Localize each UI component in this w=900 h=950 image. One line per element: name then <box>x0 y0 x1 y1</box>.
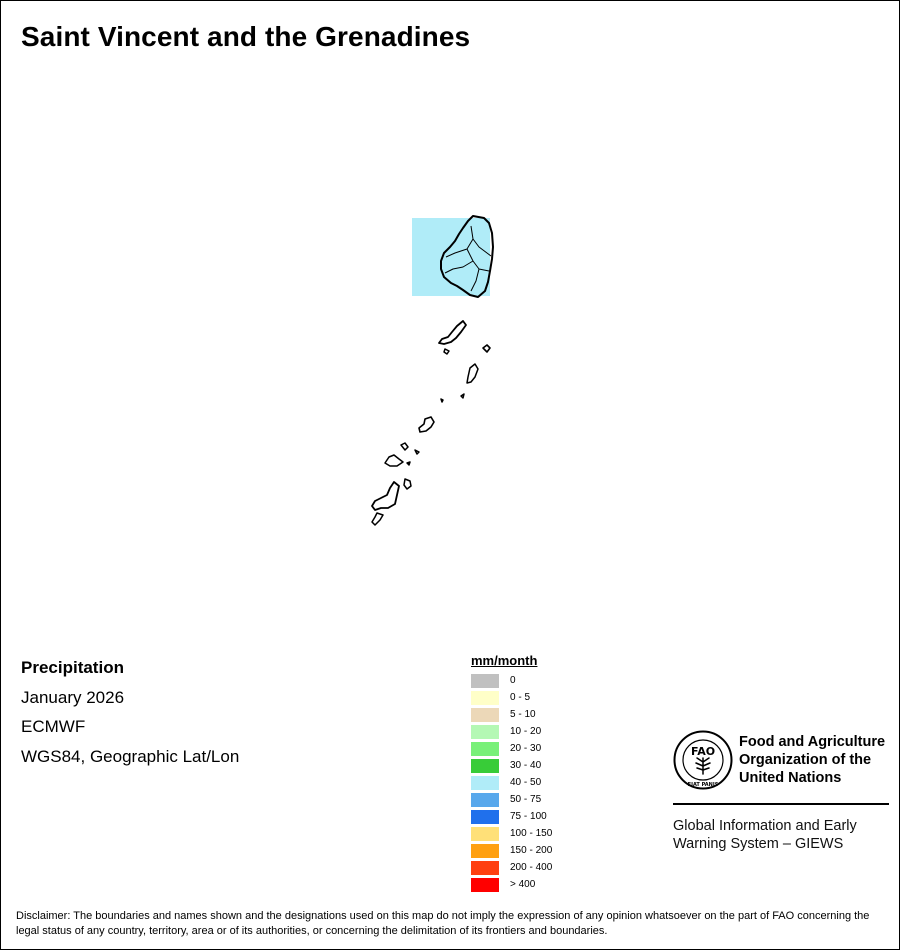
islet-outline <box>372 513 383 525</box>
giews-line: Warning System – GIEWS <box>673 836 844 852</box>
legend-item <box>471 842 552 859</box>
legend-label: 100 - 150 <box>510 828 553 839</box>
islet-outline <box>385 455 403 466</box>
islet-outline <box>441 399 443 402</box>
islet-outline <box>467 364 478 383</box>
legend-label: 20 - 30 <box>510 743 542 754</box>
disclaimer-text: Disclaimer: The boundaries and names shown and the designations used on this map do not imply the expression of any opinion whatsoever on the part of FAO concerning the legal status of any country, territory, area or of its authorities, or concerning the delimitation of its frontiers and boundaries. <box>16 910 870 937</box>
legend-swatch <box>471 708 499 722</box>
giews-line: Global Information and Early <box>673 818 857 834</box>
legend-rows <box>471 672 552 893</box>
legend-label: 40 - 50 <box>510 777 542 788</box>
fao-logo-icon <box>673 730 733 790</box>
bequia-island-outline <box>439 321 466 344</box>
legend-item <box>471 825 552 842</box>
legend-item <box>471 706 552 723</box>
legend-unit: mm/month <box>471 653 538 668</box>
legend-label: 50 - 75 <box>510 794 542 805</box>
legend-item <box>471 808 552 825</box>
legend-label: 5 - 10 <box>510 709 536 720</box>
legend-label: 0 <box>510 675 516 686</box>
legend-swatch <box>471 844 499 858</box>
legend-item <box>471 672 552 689</box>
map-canvas <box>1 1 900 641</box>
legend-item <box>471 740 552 757</box>
legend-swatch <box>471 878 499 892</box>
org-line: Organization of the <box>739 752 872 768</box>
legend-label: 75 - 100 <box>510 811 547 822</box>
fao-logo-letters: FAO <box>690 745 716 758</box>
islet-outline <box>401 443 408 450</box>
org-line: Food and Agriculture <box>739 734 886 750</box>
org-line: United Nations <box>739 770 842 786</box>
giews-label <box>673 817 889 853</box>
islet-outline <box>404 479 411 489</box>
source-label: ECMWF <box>21 717 86 736</box>
legend-item <box>471 689 552 706</box>
legend-swatch <box>471 742 499 756</box>
fao-branding <box>673 729 889 853</box>
legend-swatch <box>471 691 499 705</box>
mustique-island-outline <box>483 345 490 352</box>
variable-label: Precipitation <box>21 658 124 677</box>
islet-outline <box>444 349 449 354</box>
legend-label: 10 - 20 <box>510 726 542 737</box>
branding-divider <box>673 803 889 805</box>
legend-label: > 400 <box>510 879 536 890</box>
legend-item <box>471 723 552 740</box>
legend-swatch <box>471 827 499 841</box>
legend-swatch <box>471 810 499 824</box>
legend-swatch <box>471 861 499 875</box>
legend-swatch <box>471 776 499 790</box>
islet-outline <box>407 462 410 465</box>
islet-outline <box>461 394 464 398</box>
precipitation-grid-cell <box>412 218 490 296</box>
legend-item <box>471 859 552 876</box>
period-label: January 2026 <box>21 687 125 707</box>
legend-item <box>471 757 552 774</box>
legend-label: 30 - 40 <box>510 760 542 771</box>
islet-outline <box>415 450 419 454</box>
fao-logo-motto: FIAT PANIS <box>687 782 719 788</box>
union-island-outline <box>372 482 399 510</box>
canouan-island-outline <box>419 417 434 432</box>
legend-swatch <box>471 725 499 739</box>
projection-label: WGS84, Geographic Lat/Lon <box>21 746 240 766</box>
legend-item <box>471 791 552 808</box>
fao-organization-name <box>739 733 885 787</box>
map-title: Saint Vincent and the Grenadines <box>21 21 471 52</box>
map-info <box>21 657 239 775</box>
legend-swatch <box>471 674 499 688</box>
legend-item <box>471 774 552 791</box>
precipitation-legend <box>471 653 552 893</box>
legend-swatch <box>471 793 499 807</box>
legend-swatch <box>471 759 499 773</box>
legend-label: 150 - 200 <box>510 845 553 856</box>
legend-item <box>471 876 552 893</box>
legend-label: 200 - 400 <box>510 862 553 873</box>
legend-label: 0 - 5 <box>510 692 531 703</box>
